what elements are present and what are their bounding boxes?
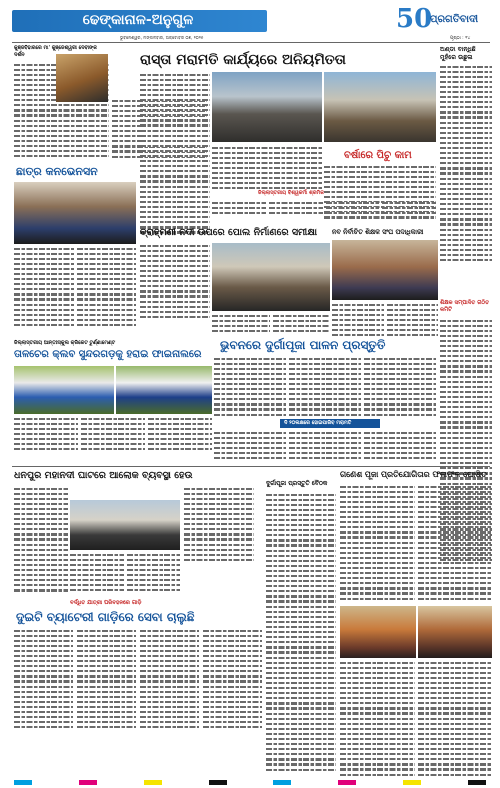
lead-body [140, 72, 210, 240]
bridge-headline: ବ୍ରାହ୍ମଣୀ ନଦୀ ଉପରେ ପୋଲ ନିର୍ମାଣରେ ସମୀକ୍ଷା [140, 227, 318, 238]
photo-cricket-team-1 [14, 366, 114, 414]
chhatra-body [14, 246, 136, 334]
photo-teachers [332, 240, 438, 300]
bottom-left-body [14, 486, 68, 596]
photo-cricket-team-2 [116, 366, 212, 414]
ganesh-headline: ଗଣେଶ ପୂଜା ପ୍ରତିଯୋଗିତାର ଫଳାଫଳ ଘୋଷିତ [340, 470, 487, 479]
cricket-body [14, 416, 212, 456]
photo-temple [56, 54, 108, 102]
reg-mark [209, 780, 227, 785]
right-mid-headline: ଶିକ୍ଷକ ସମ୍ପାଦିତ ଗଠିତ କମିଟି [440, 300, 490, 313]
reg-mark [14, 780, 32, 785]
bottom-left-body-3 [70, 552, 180, 596]
nuapada-kicker: ଜିଲ୍ଲାସ୍ତରୀୟ ବିଶ୍ୱକର୍ମା ଶ୍ରମିକ [258, 190, 324, 196]
photo-ghat [70, 500, 180, 550]
bottom-sub-body [14, 628, 262, 778]
masthead-divider [12, 42, 490, 43]
bottom-left-headline: ଧନପୁର ମହାନଦୀ ଘାଟରେ ଆଲୋକ ବ୍ୟବସ୍ଥା ହେଉ [14, 470, 193, 481]
durga-body [214, 356, 436, 418]
ganesh-body-2 [340, 660, 492, 778]
cricket-kicker: ଜିଲ୍ଲାସ୍ତରୀୟ ଆନ୍ତଃସ୍କୁଲ କ୍ରିକେଟ ଟୁର୍ଣ୍ଣାମେଣ୍ଟ [14, 340, 116, 346]
durga-strip-text: ଦି ୨୦ଲକ୍ଷରେ ହୋଇପାରିବ ମରାମତି [284, 420, 352, 426]
photo-road-repair [212, 72, 322, 142]
lead-body-2 [212, 145, 322, 193]
photo-ganesh-1 [340, 606, 416, 658]
anniversary-number: 50 [396, 4, 433, 34]
reg-mark [144, 780, 162, 785]
bottom-mid-headline: ଦୁର୍ଗାପୂଜା ପ୍ରସ୍ତୁତି ବୈଠକ [266, 480, 328, 487]
newspaper-name: ପ୍ରଗତିବାଦୀ [430, 14, 479, 25]
photo-ganesh-2 [418, 606, 492, 658]
reg-mark [273, 780, 291, 785]
reg-mark [79, 780, 97, 785]
registration-marks [14, 780, 486, 786]
bottom-sub-kicker: ବର୍ଦ୍ଧିତ ଯାତ୍ରୀ ପରିବହନରେ ଗାଡ଼ି [70, 600, 142, 606]
kicker: କୁଞ୍ଜବିହାରରେ ମା' କୁଞ୍ଜେଶ୍ୱରୀ ଦେବୀଙ୍କ ଦର୍ଶନ [14, 45, 97, 58]
nuapada-body [212, 200, 436, 220]
chhatra-headline: ଛାତ୍ର କନଭେନସନ [16, 165, 98, 178]
bridge-body [140, 243, 210, 321]
cricket-headline: ତାଳଚେର କ୍ଲବ ସୁନ୍ଦରଗଡ଼କୁ ହରାଇ ଫାଇନାଲରେ [14, 349, 202, 360]
durga-headline: ଭୁବନରେ ଦୁର୍ଗାପୂଜା ପାଳନ ପ୍ରସ୍ତୁତି [220, 338, 386, 352]
teachers-body [332, 302, 438, 342]
rain-headline: ବର୍ଷାରେ ପିଚୁ କାମ [344, 150, 412, 161]
right-body [440, 64, 492, 264]
bridge-body-2 [212, 313, 330, 335]
bottom-left-body-2 [184, 486, 254, 566]
reg-mark [403, 780, 421, 785]
lead-headline: ରାସ୍ତା ମରାମତି କାର୍ଯ୍ୟରେ ଅନିୟମିତତା [140, 52, 346, 68]
bottom-sub-headline: ଦୁଇଟି ବ୍ୟାଟେରୀ ଗାଡ଼ିରେ ସେବା ଚାଲୁଛି [16, 610, 195, 624]
ganesh-body [340, 484, 492, 604]
section-title: ଢେଙ୍କାନାଳ-ଅନୁଗୁଳ [82, 12, 194, 28]
right-headline: ଅଣ୍ଡା ବାନ୍ଧିଛି ମୁହଁରେ ଉଛୁଳା [440, 46, 476, 61]
nuapada-headline: ନବ ନିର୍ବାଚିତ ଶିକ୍ଷକ ସଂଘ ପଦାଧିକାରୀ [332, 228, 424, 236]
page-label: ପୃଷ୍ଠା : ୧୪ [450, 36, 471, 41]
photo-bridge-review [212, 243, 330, 311]
photo-road-2 [324, 72, 436, 142]
dateline: ଭୁବନେଶ୍ୱର, ମଙ୍ଗଳବାର, ଅକ୍ଟୋବର ୦୭, ୨୦୨୫ [120, 35, 204, 40]
reg-mark [468, 780, 486, 785]
bottom-mid-body [266, 492, 336, 777]
durga-body-2 [214, 430, 436, 462]
reg-mark [338, 780, 356, 785]
section-divider [12, 466, 490, 467]
photo-students [14, 182, 136, 244]
